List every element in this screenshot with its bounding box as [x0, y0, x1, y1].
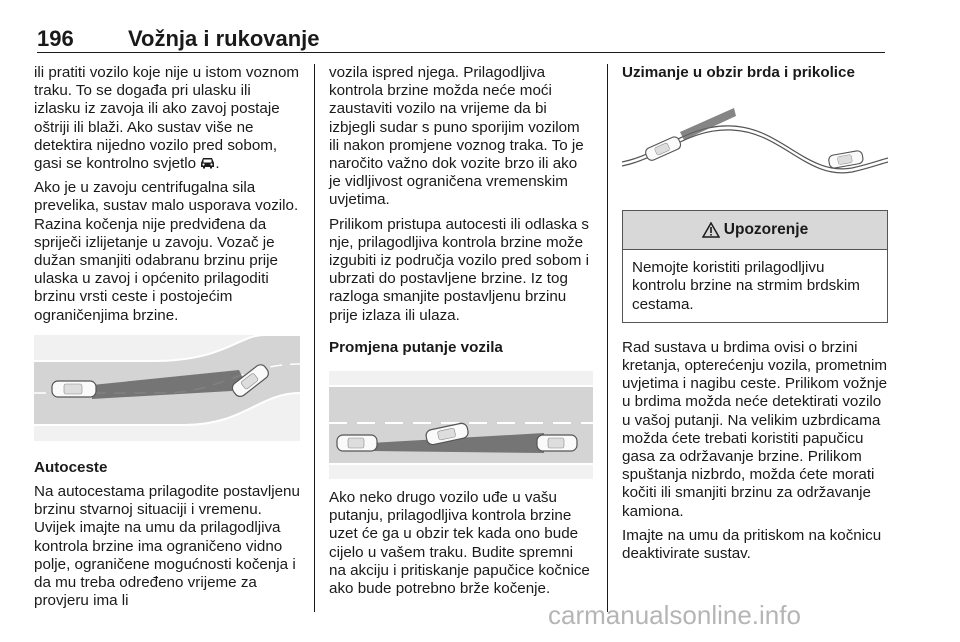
hill-road-figure — [622, 94, 888, 196]
section-heading: Promjena putanje vozila — [329, 338, 503, 356]
paragraph: Ako je u zavoju centrifugalna sila prevelika, sustav malo usporava vozilo. Razina kočenja nije predviđena da spriječi izlijetanje u zavoju. Vozač je dužan smanjiti odabranu brzinu prije ulaska u zavoj i općenito prilagoditi brzinu vrsti ceste i postojećim ograničenjima brzine. — [34, 179, 299, 324]
curve-road-figure — [34, 335, 300, 441]
column-2 — [329, 64, 593, 604]
paragraph: vozila ispred njega. Prilagodljiva kontrola brzine možda neće moći zaustaviti vozilo na vrijeme da bi izbjegli sudar s puno sporijim vozilom ili nakon promjene voznog traka. To je naročito važno dok vozite brzo ili ako je vidljivost ograničena vremenskim uvjetima. — [329, 64, 584, 209]
warning-triangle-icon — [702, 222, 720, 238]
page-header — [37, 22, 885, 53]
warning-title: Upozorenje — [723, 221, 809, 239]
warning-box — [622, 210, 888, 323]
column-1 — [34, 64, 300, 616]
lane-change-figure — [329, 371, 593, 479]
column-3 — [622, 64, 888, 569]
paragraph: Rad sustava u brdima ovisi o brzini kretanja, opterećenju vozila, prometnim uvjetima i nagibu ceste. Prilikom vožnje u brdima možda neće detektirati vozilo u vašoj putanji. Na velikim uzbrdicama možda ćete trebati koristiti papučicu gasa za održavanje brzine. Prilikom spuštanja nizbrdo, možda ćete morati kočiti ili smanjiti brzinu za održavanje kamiona. — [622, 338, 888, 520]
paragraph: Na autocestama prilagodite postavljenu brzinu stvarnoj situaciji i vremenu. Uvijek imajte na umu da prilagodljiva kontrola brzine ima ograničeno vidno polje, ograničene mogućnosti kočenja i da mu treba određeno vrijeme za provjeru ima li — [34, 483, 300, 610]
column-divider — [607, 64, 608, 612]
car-front-icon — [200, 157, 215, 169]
page-number: 196 — [37, 26, 74, 51]
warning-header — [623, 211, 887, 250]
section-heading: Autoceste — [34, 458, 108, 476]
watermark: carmanualsonline.info — [548, 600, 801, 630]
paragraph: Ako neko drugo vozilo uđe u vašu putanju, prilagodljiva kontrola brzine uzet će ga u obzir tek kada ono bude cijelo u vašem traku. Budite spremni na akciju i pritiskanje papučice kočnice ako bude potrebno brže kočenje. — [329, 489, 590, 598]
paragraph: Prilikom pristupa autocesti ili odlaska s nje, prilagodljiva kontrola brzine može izgubiti iz područja vozilo pred sobom i ubrzati do postavljene brzine. Iz tog razloga smanjite postavljenu brzinu prije izlaza ili ulaza. — [329, 215, 590, 324]
column-divider — [314, 64, 315, 612]
section-heading: Uzimanje u obzir brda i prikolice — [622, 64, 855, 81]
paragraph: Imajte na umu da pritiskom na kočnicu deaktivirate sustav. — [622, 526, 882, 563]
chapter-title: Vožnja i rukovanje — [128, 26, 320, 51]
paragraph: ili pratiti vozilo koje nije u istom voznom traku. To se događa pri ulasku ili izlasku iz zavoja ili ako zavoj postaje oštriji ili blaži. Ako sustav više ne detektira nijedno vozilo pred sobom, gasi se kontrolno svjetlo . — [34, 64, 300, 173]
warning-text: Nemojte koristiti prilagodljivu kontrolu brzine na strmim brdskim cestama. — [632, 259, 860, 313]
